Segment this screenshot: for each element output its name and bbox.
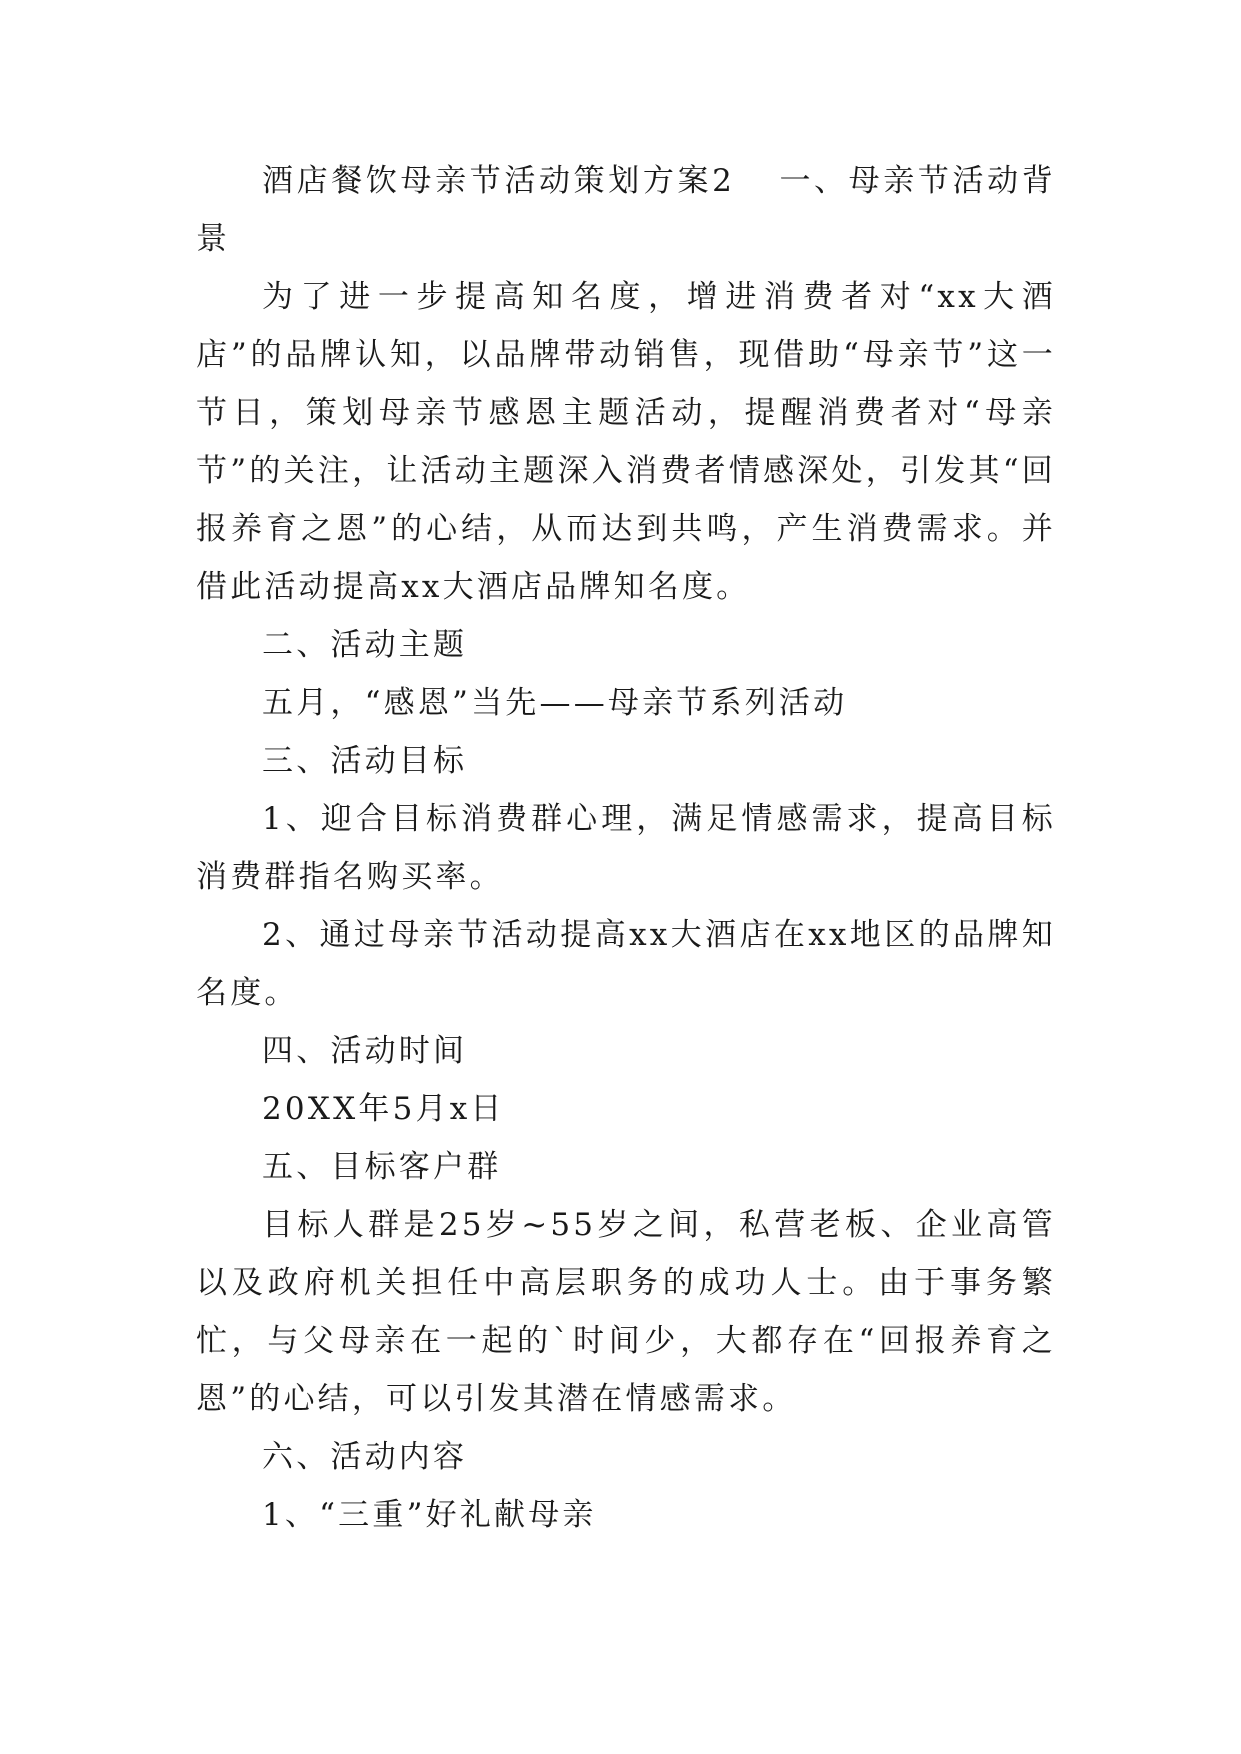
goal-item-2: 2、通过母亲节活动提高xx大酒店在xx地区的品牌知名度。 — [196, 917, 1056, 1011]
document-title: 酒店餐饮母亲节活动策划方案2 — [262, 163, 736, 199]
section-heading-background: 一、母亲节活动背景 — [196, 163, 1056, 257]
section-heading-time: 四、活动时间 — [262, 1033, 468, 1069]
paragraph-background: 为了进一步提高知名度，增进消费者对“xx大酒店”的品牌认知，以品牌带动销售，现借助“母亲节”这一节日，策划母亲节感恩主题活动，提醒消费者对“母亲节”的关注，让活动主题深入消费者情感深处，引发其“回报养育之恩”的心结，从而达到共鸣，产生消费需求。并借此活动提高xx大酒店品牌知名度。 — [196, 279, 1056, 605]
section-heading-theme: 二、活动主题 — [262, 627, 468, 663]
content-item-1: 1、“三重”好礼献母亲 — [262, 1497, 597, 1533]
paragraph-theme: 五月，“感恩”当先——母亲节系列活动 — [262, 685, 848, 721]
paragraph-audience: 目标人群是25岁~55岁之间，私营老板、企业高管以及政府机关担任中高层职务的成功人士。由于事务繁忙，与父母亲在一起的`时间少，大都存在“回报养育之恩”的心结，可以引发其潜在情感需求。 — [196, 1207, 1056, 1417]
document-body — [196, 152, 1056, 1544]
section-heading-content: 六、活动内容 — [262, 1439, 468, 1475]
goal-item-1: 1、迎合目标消费群心理，满足情感需求，提高目标消费群指名购买率。 — [196, 801, 1056, 895]
section-heading-goal: 三、活动目标 — [262, 743, 468, 779]
section-heading-audience: 五、目标客户群 — [262, 1149, 502, 1185]
title-line — [196, 152, 1056, 268]
paragraph-time: 20XX年5月x日 — [262, 1091, 505, 1127]
